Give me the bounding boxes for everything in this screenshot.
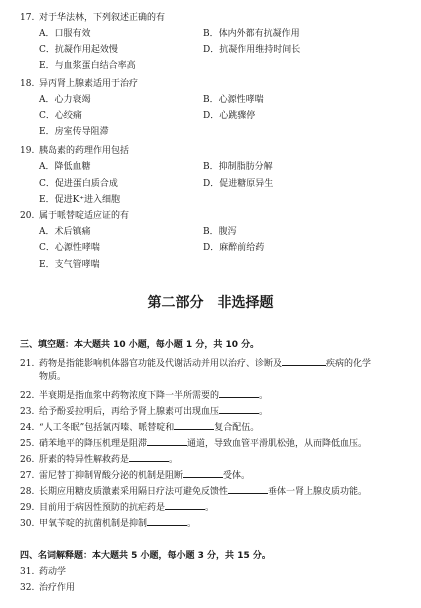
- option-18-d: D．心跳骤停: [203, 111, 256, 121]
- option-18-b: B．心源性哮喘: [203, 95, 264, 105]
- answer-blank[interactable]: [174, 421, 214, 430]
- fill-question-24: 24. “人工冬眠”包括氯丙嗪、哌替啶和 复合配伍。: [20, 423, 260, 433]
- answer-blank[interactable]: [282, 357, 326, 366]
- question-stem: 属于哌替啶适应证的有: [39, 211, 130, 221]
- option-19-a: A．降低血糖: [39, 162, 91, 172]
- fill-question-29: 29. 目前用于病因性预防的抗疟药是 。: [20, 503, 215, 513]
- question-17: 17. 对于华法林，下列叙述正确的有: [20, 13, 166, 23]
- option-20-a: A．术后镇痛: [39, 227, 91, 237]
- answer-blank[interactable]: [183, 469, 223, 478]
- section-three-title: 三、填空题：本大题共 10 小题，每小题 1 分，共 10 分。: [20, 340, 260, 350]
- option-20-d: D．麻醉前给药: [203, 243, 265, 253]
- question-stem: 对于华法林，下列叙述正确的有: [39, 13, 166, 23]
- section-four-title: 四、名词解释题：本大题共 5 小题，每小题 3 分，共 15 分。: [20, 551, 271, 561]
- question-stem: 异丙肾上腺素适用于治疗: [39, 79, 139, 89]
- fill-question-28: 28. 长期应用糖皮质激素采用隔日疗法可避免反馈性 垂体一肾上腺皮质功能。: [20, 487, 368, 497]
- option-20-e: E．支气管哮喘: [39, 260, 100, 270]
- option-20-c: C．心源性哮喘: [39, 243, 100, 253]
- option-19-c: C．促进蛋白质合成: [39, 179, 118, 189]
- question-19: 19. 胰岛素的药理作用包括: [20, 146, 130, 156]
- option-18-c: C．心绞痛: [39, 111, 82, 121]
- option-19-b: B．抑制脂肪分解: [203, 162, 273, 172]
- option-17-e: E．与血浆蛋白结合率高: [39, 61, 136, 71]
- fill-question-27: 27. 雷尼替丁抑制胃酸分泌的机制是阻断 受体。: [20, 471, 251, 481]
- option-20-b: B．腹泻: [203, 227, 237, 237]
- term-question-32: 32. 治疗作用: [20, 583, 76, 593]
- answer-blank[interactable]: [228, 485, 268, 494]
- answer-blank[interactable]: [129, 453, 169, 462]
- answer-blank[interactable]: [147, 517, 187, 526]
- answer-blank[interactable]: [219, 389, 259, 398]
- option-19-d: D．促进糖原异生: [203, 179, 274, 189]
- fill-question-25: 25. 硝苯地平的降压机理是阻滞 通道，导致血管平滑肌松弛，从而降低血压。: [20, 439, 368, 449]
- question-stem: 胰岛素的药理作用包括: [39, 146, 130, 156]
- answer-blank[interactable]: [165, 501, 205, 510]
- option-18-a: A．心力衰竭: [39, 95, 91, 105]
- part-two-title: 第二部分 非选择题: [147, 295, 274, 311]
- option-19-e: E．促进K⁺进入细胞: [39, 195, 121, 205]
- question-20: 20. 属于哌替啶适应证的有: [20, 211, 130, 221]
- fill-question-21: 21. 药物是指能影响机体器官功能及代谢活动并用以治疗、诊断及 疾病的化学: [20, 359, 372, 369]
- answer-blank[interactable]: [147, 437, 187, 446]
- option-18-e: E．房室传导阻滞: [39, 127, 109, 137]
- fill-question-30: 30. 甲氧苄啶的抗菌机制是抑制 。: [20, 519, 197, 529]
- fill-question-21-continuation: 物质。: [39, 372, 67, 382]
- question-18: 18. 异丙肾上腺素适用于治疗: [20, 79, 139, 89]
- option-17-d: D．抗凝作用维持时间长: [203, 45, 301, 55]
- fill-question-23: 23. 给予酚妥拉明后，再给予肾上腺素可出现血压 。: [20, 407, 269, 417]
- term-question-31: 31. 药动学: [20, 567, 67, 577]
- fill-question-22: 22. 半衰期是指血浆中药物浓度下降一半所需要的 。: [20, 391, 269, 401]
- fill-question-26: 26. 肝素的特异性解救药是 。: [20, 455, 179, 465]
- option-17-a: A．口服有效: [39, 29, 91, 39]
- option-17-c: C．抗凝作用起效慢: [39, 45, 118, 55]
- answer-blank[interactable]: [219, 405, 259, 414]
- option-17-b: B．体内外都有抗凝作用: [203, 29, 300, 39]
